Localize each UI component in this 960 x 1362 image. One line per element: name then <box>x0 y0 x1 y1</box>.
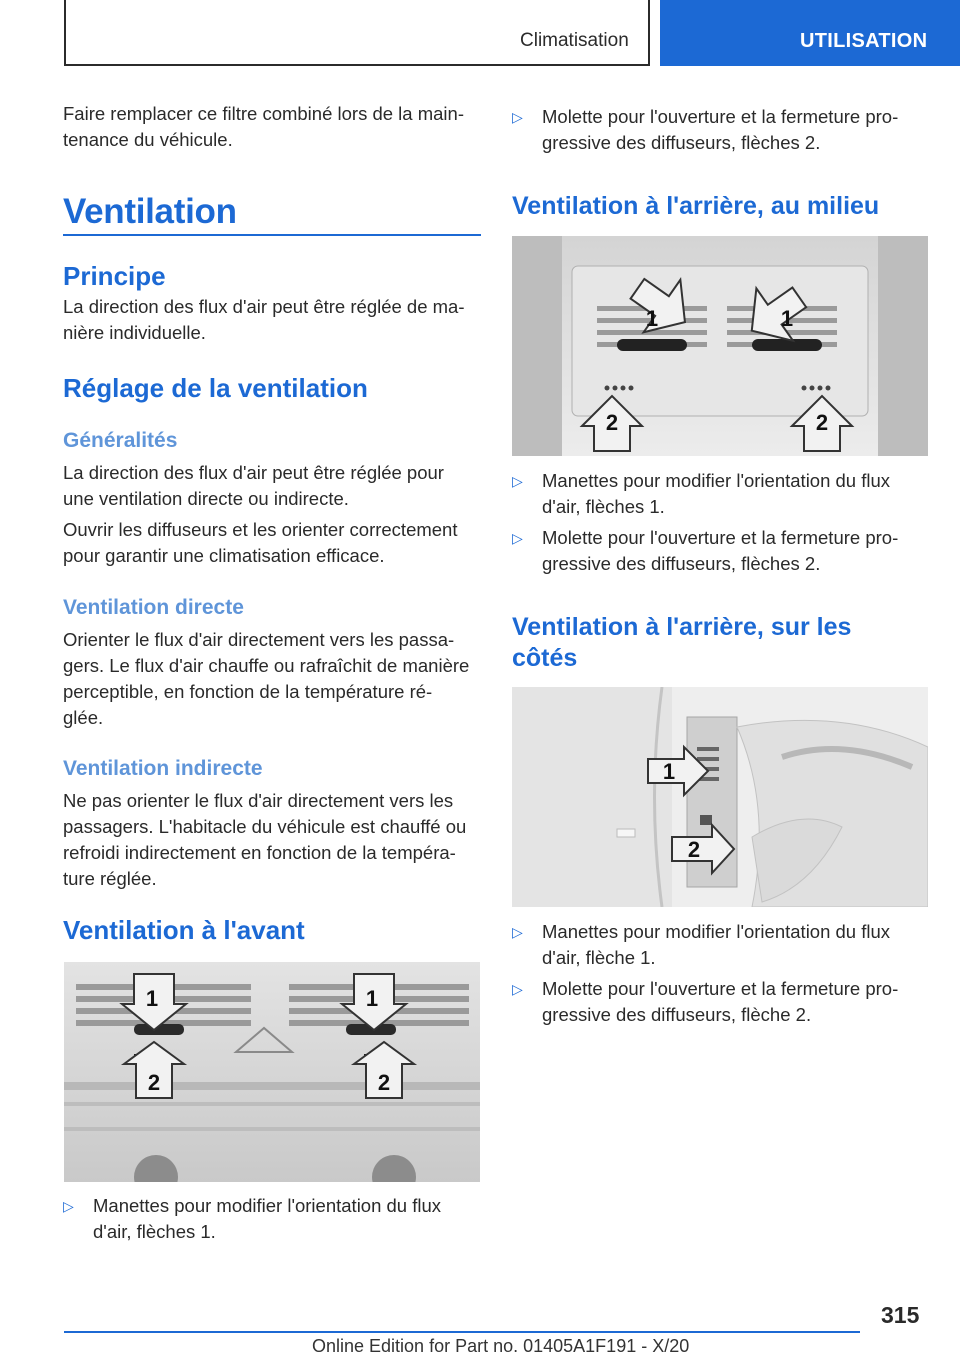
bullet-line-2: d'air, flèches 1. <box>93 1221 216 1242</box>
rear-middle-label-2a: 2 <box>605 410 619 435</box>
bullet-line-1: Manettes pour modifier l'orientation du flux <box>542 470 891 491</box>
front-vent-label-1a: 1 <box>145 986 159 1011</box>
bullet-front-handles <box>63 1193 481 1245</box>
generalites-1-line-2: une ventilation directe ou indirecte. <box>63 488 349 509</box>
generalites-2-line-1: Ouvrir les diffuseurs et les orienter correctement <box>63 519 458 540</box>
principe-paragraph <box>63 294 465 346</box>
rear-side-label-2: 2 <box>687 837 701 862</box>
front-vent-label-2a: 2 <box>147 1070 161 1095</box>
indirecte-line-3: refroidi indirectement en fonction de la tempéra- <box>63 842 456 863</box>
bullet-line-2: gressive des diffuseurs, flèches 2. <box>542 132 821 153</box>
indirecte-line-4: ture réglée. <box>63 868 157 889</box>
bullet-line-2: gressive des diffuseurs, flèches 2. <box>542 553 821 574</box>
bullet-line-1: Manettes pour modifier l'orientation du flux <box>93 1195 442 1216</box>
intro-paragraph <box>63 101 464 153</box>
bullet-line-1: Manettes pour modifier l'orientation du flux <box>542 921 891 942</box>
heading-reglage: Réglage de la ventilation <box>63 373 368 403</box>
indirecte-line-1: Ne pas orienter le flux d'air directement vers les <box>63 790 454 811</box>
footer-edition: Online Edition for Part no. 01405A1F191 - X/20 <box>312 1336 690 1356</box>
generalites-paragraph-2 <box>63 517 457 569</box>
directe-line-1: Orienter le flux d'air directement vers les passa- <box>63 629 455 650</box>
bullet-line-1: Molette pour l'ouverture et la fermeture pro- <box>542 527 899 548</box>
bullet-rear-side-wheel <box>512 976 930 1028</box>
heading-arriere-cotes-line-2: côtés <box>512 644 578 672</box>
bullet-front-wheel <box>512 104 930 156</box>
figure-rear-middle-vents <box>512 236 928 456</box>
rear-side-label-1: 1 <box>662 759 676 784</box>
rear-middle-label-2b: 2 <box>815 410 829 435</box>
generalites-1-line-1: La direction des flux d'air peut être réglée pour <box>63 462 444 483</box>
generalites-2-line-2: pour garantir une climatisation efficace. <box>63 545 385 566</box>
intro-line-1: Faire remplacer ce filtre combiné lors de la main- <box>63 103 464 124</box>
directe-paragraph <box>63 627 469 731</box>
front-vent-label-1b: 1 <box>365 986 379 1011</box>
intro-line-2: tenance du véhicule. <box>63 129 233 150</box>
bullet-line-2: gressive des diffuseurs, flèche 2. <box>542 1004 812 1025</box>
bullet-marker-icon: ▷ <box>512 924 523 940</box>
rear-middle-label-1a: 1 <box>645 306 659 331</box>
principe-line-1: La direction des flux d'air peut être réglée de ma- <box>63 296 465 317</box>
header-section-title: Climatisation <box>520 30 629 51</box>
bullet-rear-middle-handles <box>512 468 930 520</box>
directe-line-4: glée. <box>63 707 104 728</box>
bullet-line-2: d'air, flèches 1. <box>542 496 665 517</box>
indirecte-line-2: passagers. L'habitacle du véhicule est chauffé ou <box>63 816 467 837</box>
page-number: 315 <box>881 1302 920 1328</box>
bullet-rear-middle-wheel <box>512 525 930 577</box>
heading-rule <box>63 234 481 236</box>
indirecte-paragraph <box>63 788 466 892</box>
heading-ventilation-avant: Ventilation à l'avant <box>63 915 305 945</box>
bullet-marker-icon: ▷ <box>512 109 523 125</box>
bullet-marker-icon: ▷ <box>63 1198 74 1214</box>
principe-line-2: nière individuelle. <box>63 322 206 343</box>
heading-ventilation-directe: Ventilation directe <box>63 596 244 619</box>
figure-rear-side-vents <box>512 687 928 907</box>
bullet-marker-icon: ▷ <box>512 981 523 997</box>
heading-ventilation-indirecte: Ventilation indirecte <box>63 757 263 780</box>
bullet-rear-side-handle <box>512 919 930 971</box>
directe-line-3: perceptible, en fonction de la température ré- <box>63 681 433 702</box>
heading-arriere-milieu: Ventilation à l'arrière, au milieu <box>512 192 880 220</box>
bullet-line-1: Molette pour l'ouverture et la fermeture pro- <box>542 978 899 999</box>
directe-line-2: gers. Le flux d'air chauffe ou rafraîchit de manière <box>63 655 470 676</box>
rear-middle-label-1b: 1 <box>780 306 794 331</box>
bullet-marker-icon: ▷ <box>512 473 523 489</box>
heading-ventilation: Ventilation <box>63 192 237 231</box>
bullet-line-1: Molette pour l'ouverture et la fermeture pro- <box>542 106 899 127</box>
heading-arriere-cotes-line-1: Ventilation à l'arrière, sur les <box>512 613 852 641</box>
generalites-paragraph-1 <box>63 460 444 512</box>
heading-generalites: Généralités <box>63 429 178 452</box>
header-tab-label[interactable]: UTILISATION <box>800 30 928 52</box>
heading-principe: Principe <box>63 261 166 291</box>
figure-front-vents <box>64 962 480 1182</box>
heading-arriere-cotes <box>512 612 851 674</box>
footer-rule <box>64 1331 860 1333</box>
bullet-line-2: d'air, flèche 1. <box>542 947 656 968</box>
bullet-marker-icon: ▷ <box>512 530 523 546</box>
front-vent-label-2b: 2 <box>377 1070 391 1095</box>
